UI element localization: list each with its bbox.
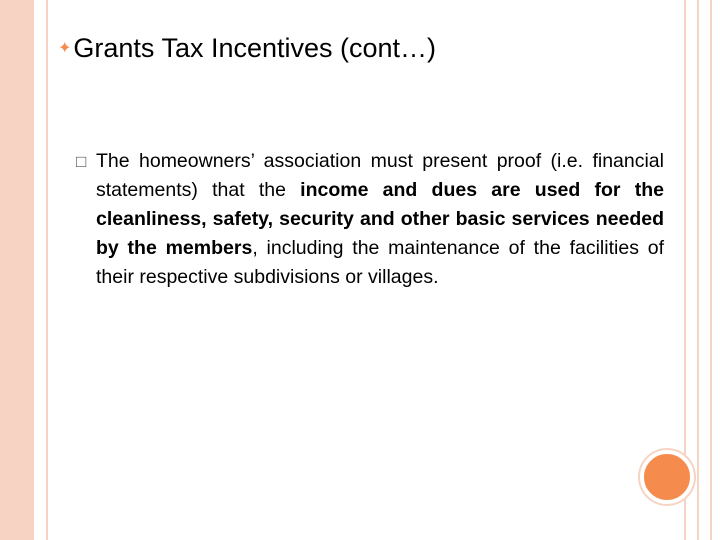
slide-title [58,30,658,67]
title-bullet-icon: ✦ [58,40,72,57]
body-text-part-3: , including the maintenance of the facilities of their respective subdivisions or villages. [96,237,664,288]
slide-title-text: Grants Tax Incentives (cont…) [73,33,437,63]
left-decor-band [0,0,34,540]
right-decor-line [697,0,699,540]
body-text-bold: income and dues are used for the cleanliness, safety, security and other basic services needed by the members [96,179,664,259]
checkbox-bullet-icon: □ [76,152,87,171]
right-decor-line [710,0,712,540]
accent-circle [640,450,694,504]
body-text-part-1: The homeowners’ association must present proof (i.e. financial statements) that the [96,150,664,201]
left-decor-line [46,0,48,540]
body-paragraph [96,147,664,292]
